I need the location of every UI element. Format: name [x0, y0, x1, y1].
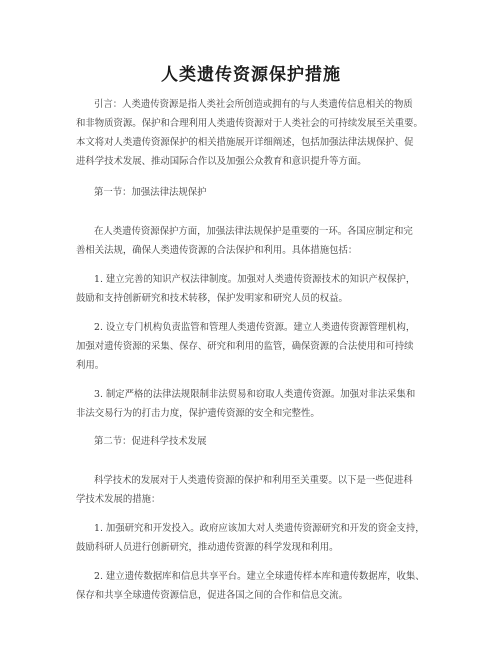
text-line: 1. 加强研究和开发投入。政府应该加大对人类遗传资源研究和开发的资金支持， — [94, 523, 425, 534]
text-line: 非法交易行为的打击力度，保护遗传资源的安全和完整性。 — [76, 408, 320, 419]
text-line: 科学技术的发展对于人类遗传资源的保护和利用至关重要。以下是一些促进科 — [94, 475, 413, 486]
text-line: 加强对遗传资源的采集、保存、研究和利用的监管，确保资源的合法使用和可持续 — [76, 341, 414, 352]
document-title: 人类遗传资源保护措施 — [161, 65, 341, 85]
intro-paragraph — [76, 95, 432, 171]
text-line: 本文将对人类遗传资源保护的相关措施展开详细阐述，包括加强法律法规保护、促 — [76, 137, 414, 148]
text-line: 引言：人类遗传资源是指人类社会所创造或拥有的与人类遗传信息相关的物质 — [94, 99, 413, 110]
text-line: 进科学技术发展、推动国际合作以及加强公众教育和意识提升等方面。 — [76, 156, 367, 167]
section-2-heading — [76, 432, 432, 451]
text-line: 在人类遗传资源保护方面，加强法律法规保护是重要的一环。各国应制定和完 — [94, 226, 413, 237]
text-line: 鼓励科研人员进行创新研究，推动遗传资源的科学发现和利用。 — [76, 542, 339, 553]
text-line: 第一节：加强法律法规保护 — [94, 187, 207, 198]
section-1-heading — [76, 183, 432, 202]
text-line: 鼓励和支持创新研究和技术转移，保护发明家和研究人员的权益。 — [76, 293, 348, 304]
text-line: 学技术发展的措施： — [76, 494, 161, 505]
section-2-intro — [76, 471, 432, 509]
text-line: 利用。 — [76, 360, 105, 371]
text-line: 1. 建立完善的知识产权法律制度。加强对人类遗传资源技术的知识产权保护， — [94, 274, 416, 285]
text-line: 第二节：促进科学技术发展 — [94, 436, 207, 447]
text-line: 和非物质资源。保护和合理利用人类遗传资源对于人类社会的可持续发展至关重要。 — [76, 118, 423, 129]
section-1-intro — [76, 222, 432, 260]
measure-1-1 — [76, 270, 432, 308]
text-line: 2. 设立专门机构负责监管和管理人类遗传资源。建立人类遗传资源管理机构， — [94, 322, 416, 333]
text-line: 2. 建立遗传数据库和信息共享平台。建立全球遗传样本库和遗传数据库，收集、 — [94, 571, 425, 582]
text-line: 善相关法规，确保人类遗传资源的合法保护和利用。具体措施包括： — [76, 245, 358, 256]
measure-2-1 — [76, 519, 432, 557]
measure-1-2 — [76, 318, 432, 375]
measure-1-3 — [76, 385, 432, 423]
text-line: 保存和共享全球遗传资源信息，促进各国之间的合作和信息交流。 — [76, 590, 348, 601]
measure-2-2 — [76, 567, 432, 605]
text-line: 3. 制定严格的法律法规限制非法贸易和窃取人类遗传资源。加强对非法采集和 — [94, 389, 416, 400]
